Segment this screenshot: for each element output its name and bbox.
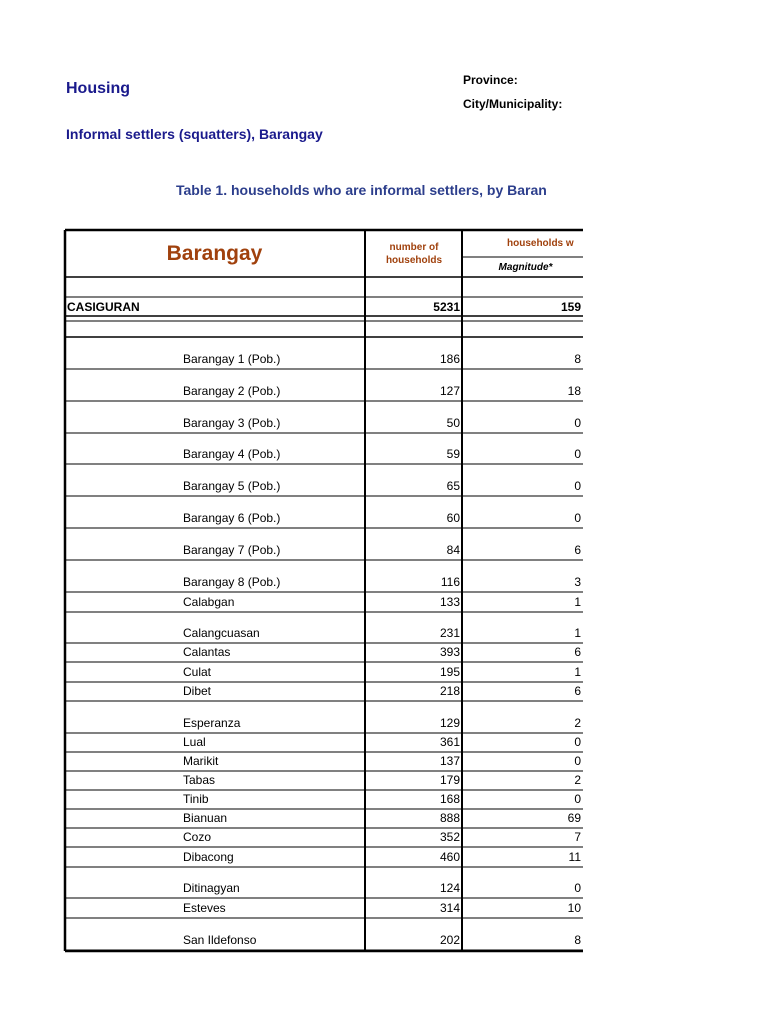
table-caption: Table 1. households who are informal settlers, by Baran: [176, 182, 547, 198]
row-name: Barangay 3 (Pob.): [183, 416, 281, 430]
column-header-barangay: Barangay: [166, 241, 263, 265]
row-households: 218: [439, 684, 460, 698]
row-magnitude: 0: [574, 881, 581, 895]
column-header-households-line2: households: [385, 254, 443, 266]
row-households: 352: [439, 830, 460, 844]
row-magnitude: 0: [574, 792, 581, 806]
total-row-households: 5231: [433, 300, 460, 314]
row-households: 888: [439, 811, 460, 825]
row-name: Dibacong: [183, 850, 234, 864]
row-name: Barangay 6 (Pob.): [183, 511, 281, 525]
row-magnitude: 11: [568, 850, 581, 864]
row-households: 65: [446, 479, 460, 493]
row-magnitude: 6: [574, 543, 581, 557]
column-header-households-with: households w: [507, 237, 574, 249]
row-name: Calabgan: [183, 595, 235, 609]
row-name: Tinib: [183, 792, 209, 806]
row-magnitude: 0: [574, 479, 581, 493]
row-magnitude: 8: [574, 352, 581, 366]
row-households: 195: [439, 665, 460, 679]
total-row-name: CASIGURAN: [67, 300, 140, 314]
row-households: 116: [440, 575, 460, 589]
row-magnitude: 2: [574, 716, 581, 730]
row-name: Calangcuasan: [183, 626, 260, 640]
row-households: 393: [439, 645, 460, 659]
row-name: Marikit: [183, 754, 219, 768]
row-households: 129: [439, 716, 460, 730]
row-households: 186: [439, 352, 460, 366]
row-magnitude: 7: [574, 830, 581, 844]
row-name: Culat: [183, 665, 212, 679]
row-households: 133: [439, 595, 460, 609]
row-households: 460: [439, 850, 460, 864]
row-magnitude: 6: [574, 645, 581, 659]
row-name: Esperanza: [183, 716, 241, 730]
row-magnitude: 1: [574, 595, 581, 609]
row-name: Bianuan: [183, 811, 228, 825]
column-header-households: [366, 230, 462, 277]
column-header-households-line1: number of: [389, 241, 439, 253]
row-magnitude: 10: [567, 901, 581, 915]
row-name: Barangay 8 (Pob.): [183, 575, 281, 589]
row-households: 59: [446, 447, 460, 461]
row-name: Barangay 1 (Pob.): [183, 352, 281, 366]
page-title: Housing: [66, 80, 130, 97]
row-magnitude: 0: [574, 447, 581, 461]
row-households: 202: [439, 933, 460, 947]
row-magnitude: 2: [574, 773, 581, 787]
row-name: Dibet: [183, 684, 212, 698]
total-row-magnitude: 159: [560, 300, 581, 314]
row-magnitude: 0: [574, 735, 581, 749]
row-magnitude: 6: [574, 684, 581, 698]
city-label: City/Municipality:: [463, 97, 563, 111]
row-households: 231: [439, 626, 460, 640]
page-subtitle: Informal settlers (squatters), Barangay: [66, 126, 323, 142]
row-households: 361: [439, 735, 460, 749]
row-name: Lual: [183, 735, 206, 749]
row-households: 168: [439, 792, 460, 806]
row-magnitude: 69: [567, 811, 581, 825]
row-name: Barangay 2 (Pob.): [183, 384, 281, 398]
row-name: San Ildefonso: [183, 933, 257, 947]
row-magnitude: 0: [574, 416, 581, 430]
province-label: Province:: [463, 73, 518, 87]
row-name: Ditinagyan: [183, 881, 240, 895]
row-magnitude: 1: [574, 626, 581, 640]
row-households: 179: [439, 773, 460, 787]
row-magnitude: 0: [574, 511, 581, 525]
row-name: Esteves: [183, 901, 226, 915]
row-households: 124: [439, 881, 460, 895]
row-households: 127: [439, 384, 460, 398]
row-magnitude: 18: [567, 384, 581, 398]
row-households: 137: [439, 754, 460, 768]
row-magnitude: 3: [574, 575, 581, 589]
row-name: Cozo: [183, 830, 212, 844]
row-name: Barangay 7 (Pob.): [183, 543, 281, 557]
row-magnitude: 1: [574, 665, 581, 679]
row-households: 314: [439, 901, 460, 915]
row-name: Barangay 5 (Pob.): [183, 479, 281, 493]
row-name: Calantas: [183, 645, 231, 659]
row-households: 60: [446, 511, 460, 525]
row-households: 84: [446, 543, 460, 557]
row-magnitude: 0: [574, 754, 581, 768]
row-name: Barangay 4 (Pob.): [183, 447, 281, 461]
row-magnitude: 8: [574, 933, 581, 947]
row-households: 50: [446, 416, 460, 430]
row-name: Tabas: [183, 773, 216, 787]
column-header-magnitude: Magnitude*: [498, 261, 553, 273]
